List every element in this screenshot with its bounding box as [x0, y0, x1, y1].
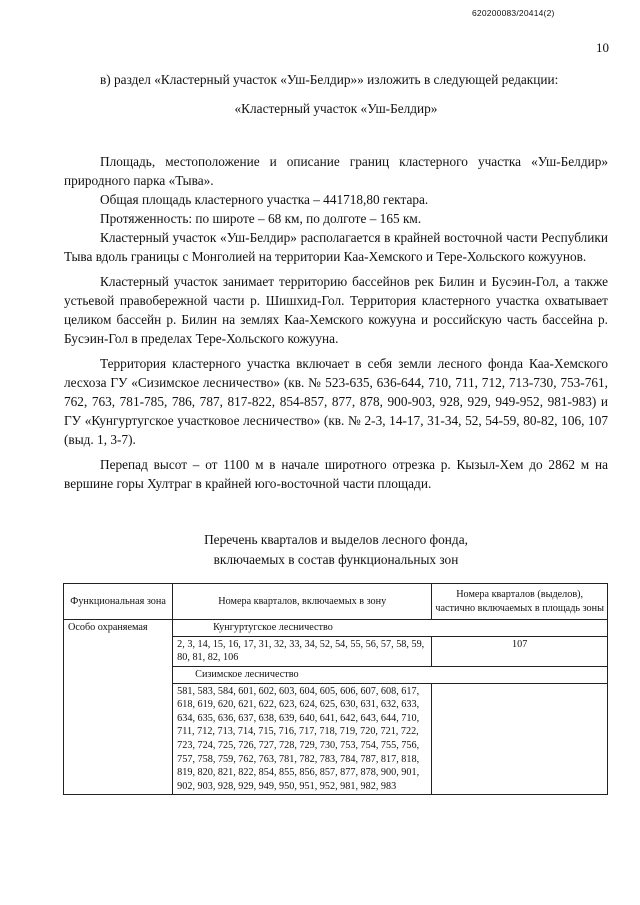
kungurtug-full-quarters: 2, 3, 14, 15, 16, 17, 31, 32, 33, 34, 52, 54, 55, 56, 57, 58, 59, 80, 81, 82, 106: [173, 636, 432, 666]
page-number: 10: [596, 40, 609, 55]
paragraph-elevation: Перепад высот – от 1100 м в начале широтного отрезка р. Кызыл-Хем до 2862 м на вершине горы Хултраг в крайней юго-восточной части площади.: [64, 457, 608, 491]
forestry-name-sizim: Сизимское лесничество: [173, 666, 608, 683]
paragraph-total-area: Общая площадь кластерного участка – 441718,80 гектара.: [100, 192, 429, 207]
sizim-full-quarters: 581, 583, 584, 601, 602, 603, 604, 605, 606, 607, 608, 617, 618, 619, 620, 621, 622, 623, 624, 625, 630, 631, 632, 633, 634, 635, 636, 637, 638, 639, 640, 641, 642, 643, 644, 710, 711, 712, 713, 714, 715, 716, 717, 718, 719, 720, 721, 722, 723, 724, 725, 726, 727, 728, 729, 730, 753, 754, 755, 756, 757, 758, 759, 762, 763, 781, 782, 783, 784, 787, 817, 818, 819, 820, 821, 822, 854, 855, 856, 857, 877, 878, 900, 901, 902, 903, 928, 929, 949, 950, 951, 952, 981, 982, 983: [173, 683, 432, 795]
paragraph-extent: Протяженность: по широте – 68 км, по долготе – 165 км.: [100, 211, 422, 226]
body-text: [64, 70, 608, 118]
paragraph-forest-lands: Территория кластерного участка включает в себя земли лесного фонда Каа-Хемского лесхоза ГУ «Сизимское лесничество» (кв. № 523-635, 636-644, 710, 711, 712, 713-730, 753-761, 762, 763, 781-785, 786, 787, 817-822, 854-857, 877, 878, 900-903, 928, 929, 949-952, 981-983) и ГУ «Кунгуртугское участковое лесничество» (кв. № 2-3, 14-17, 31-34, 52, 54-59, 80-82, 106, 107 (выд. 1, 3-7).: [64, 356, 608, 447]
forestry-name-kungurtug: Кунгуртугское лесничество: [173, 620, 608, 637]
table-header-row: [64, 584, 608, 620]
table-title-line-2: включаемых в состав функциональных зон: [213, 552, 459, 567]
zones-table: [63, 583, 608, 795]
paragraph-intro: в) раздел «Кластерный участок «Уш-Белдир»» изложить в следующей редакции:: [100, 72, 559, 87]
sizim-partial-quarters: [432, 683, 608, 795]
zone-cell: Особо охраняемая: [64, 620, 173, 795]
body-text-main: [64, 152, 608, 493]
header-full-quarters: Номера кварталов, включаемых в зону: [173, 584, 432, 620]
kungurtug-partial-quarters: 107: [432, 636, 608, 666]
paragraph-location: Кластерный участок «Уш-Белдир» располагается в крайней восточной части Республики Тыва вдоль границы с Монголией на территории Каа-Хемского и Тере-Хольского кожуунов.: [64, 230, 608, 264]
document-id: 620200083/20414(2): [472, 8, 555, 18]
paragraph-area-description: Площадь, местоположение и описание границ кластерного участка «Уш-Белдир» природного парка «Тыва».: [64, 154, 608, 188]
header-zone: Функциональная зона: [64, 584, 173, 620]
table-row: [64, 620, 608, 637]
table-title-line-1: Перечень кварталов и выделов лесного фонда,: [204, 532, 468, 547]
paragraph-basins: Кластерный участок занимает территорию бассейнов рек Билин и Бусэин-Гол, а также устьевой правобережной части р. Шишхид-Гол. Территория кластерного участка охватывает целиком бассейн р. Билин на землях Каа-Хемского кожууна и российскую часть бассейна р. Бусэин-Гол в пределах Тере-Хольского кожууна.: [64, 274, 608, 346]
section-title: «Кластерный участок «Уш-Белдир»: [234, 101, 438, 116]
table-title: [64, 530, 608, 570]
header-partial-quarters: Номера кварталов (выделов), частично включаемых в площадь зоны: [432, 584, 608, 620]
